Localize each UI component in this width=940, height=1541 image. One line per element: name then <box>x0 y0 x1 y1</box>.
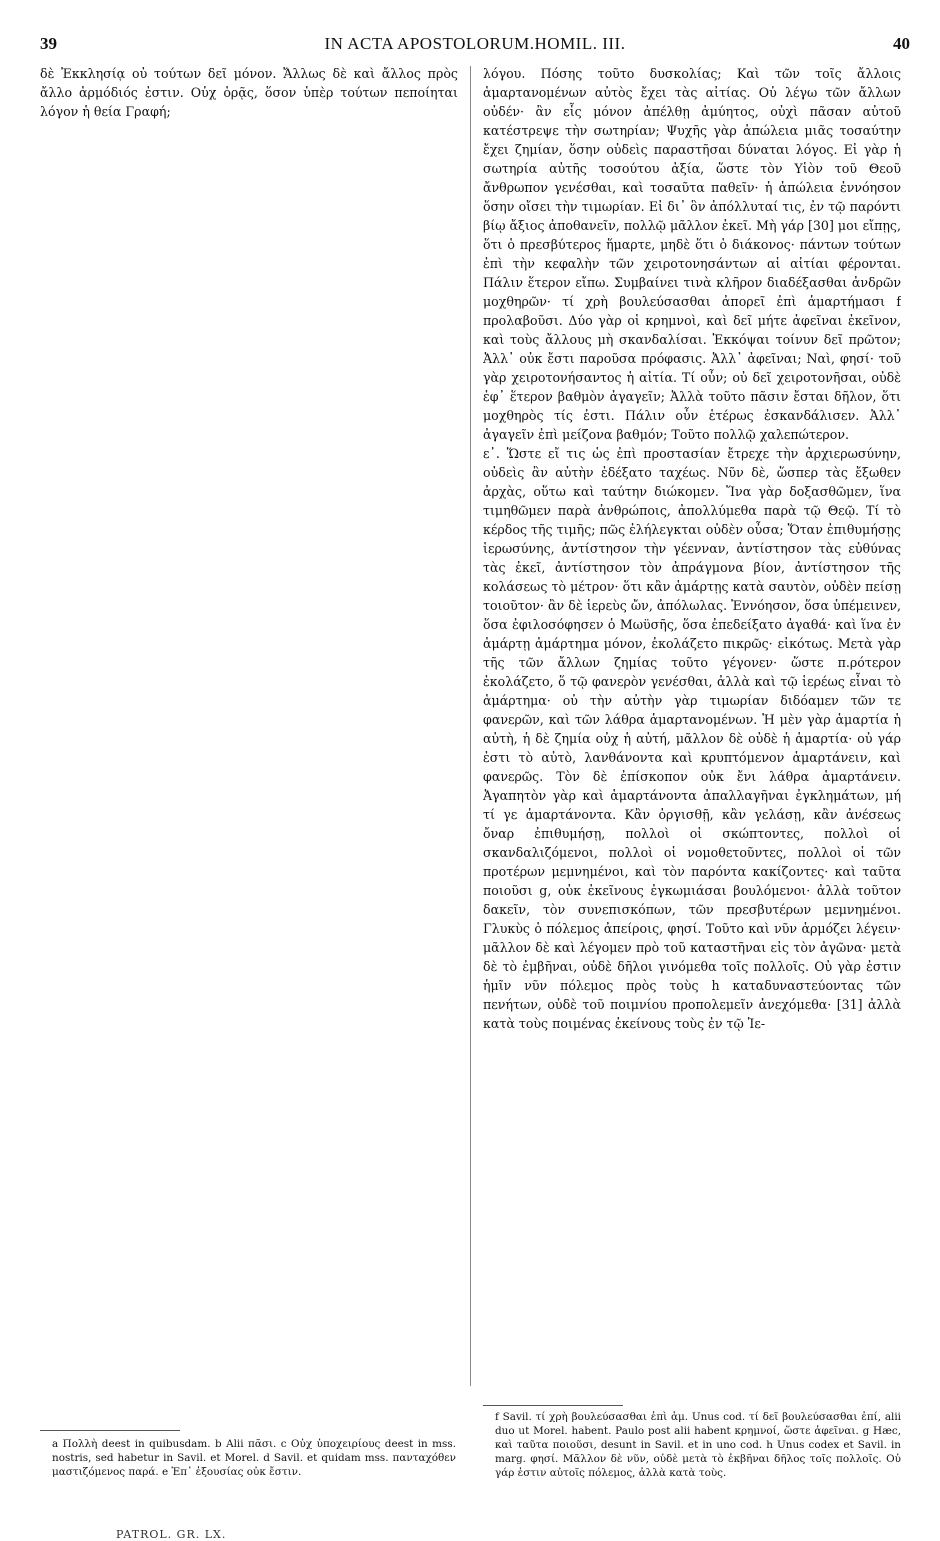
footnote-rule <box>483 1405 623 1406</box>
footnote-rule <box>40 1430 180 1431</box>
running-header <box>40 34 910 56</box>
right-paragraph: ε᾽. Ὥστε εἴ τις ὡς ἐπὶ προστασίαν ἔτρεχε τὴν ἀρχιερωσύνην, οὐδεὶς ἂν αὐτὴν ἐδέξατο ταχέως. Νῦν δὲ, ὥσπερ τὰς ἔξωθεν ἀρχὰς, οὕτω καὶ ταύτην διώκομεν. Ἵνα γὰρ δοξασθῶμεν, ἵνα τιμηθῶμεν παρὰ ἀνθρώποις, ἀπολλύμεθα παρὰ τῷ Θεῷ. Τί τὸ κέρδος τῆς τιμῆς; πῶς ἐλήλεγκται οὐδὲν οὖσα; Ὅταν ἐπιθυμήσῃς ἱερωσύνης, ἀντίστησον τὴν γέενναν, ἀντίστησον τὰς εὐθύνας τὰς ἐκεῖ, ἀντίστησον τὸν ἀπράγμονα βίον, ἀντίστησον τῆς κολάσεως τὸ μέτρον· ὅτι κἂν ἁμάρτῃς κατὰ σαυτὸν, οὐδὲν πείσῃ τοιοῦτον· ἂν δὲ ἱερεὺς ὤν, ἀπόλωλας. Ἐννόησον, ὅσα ὑπέμεινεν, ὅσα ἐφιλοσόφησεν ὁ Μωϋσῆς, ὅσα ἐπεδείξατο ἀγαθά· καὶ ἵνα ἐν ἁμάρτῃ ἁμάρτημα μόνον, ἐκολάζετο πικρῶς· εἰκότως. Μετὰ γὰρ τῆς τῶν ἄλλων ζημίας τοῦτο γέγονεν· ὥστε π.ρότερον ἐκολάζετο, ὅ τῷ φανερὸν γενέσθαι, ἀλλὰ καὶ τῷ ἱερέως εἶναι τὸ ἁμάρτημα· οὐ τὴν αὐτὴν γὰρ τιμωρίαν διδόαμεν τῶν τε φανερῶν, καὶ τῶν λάθρα ἁμαρτανομένων. Ἡ μὲν γὰρ ἁμαρτία ἡ αὐτὴ, ἡ δὲ ζημία οὐχ ἡ αὐτή, μᾶλλον δὲ οὐδὲ ἡ ἁμαρτία· οὐ γάρ ἐστι τὸ αὐτὸ, λανθάνοντα καὶ κρυπτόμενον ἁμαρτάνειν, καὶ φανερῶς. Τὸν δὲ ἐπίσκοπον οὐκ ἔνι λάθρα ἁμαρτάνειν. Ἀγαπητὸν γὰρ καὶ ἁμαρτάνοντα ἀπαλλαγῆναι ἐγκλημάτων, μή τί γε ἁμαρτάνοντα. Κἂν ὀργισθῇ, κἂν γελάσῃ, κἂν ἀνέσεως ὄναρ ἐπιθυμήσῃ, πολλοὶ οἱ σκώπτοντες, πολλοὶ οἱ σκανδαλιζόμενοι, πολλοὶ οἱ νομοθετοῦντες, πολλοὶ οἱ τῶν προτέρων μεμνημένοι, καὶ τὸν παρόντα κακίζοντες· καὶ ταῦτα ποιοῦσι g, οὐκ ἐκεῖνους ἐγκωμιάσαι βουλόμενοι· ἀλλὰ τοῦτον δακεῖν, τὸν συνεπισκόπων, τῶν πρεσβυτέρων μεμνημένοι. Γλυκὺς ὁ πόλεμος ἀπείροις, φησί. Τοῦτο καὶ νῦν ἁρμόζει λέγειν· μᾶλλον δὲ καὶ λέγομεν πρὸ τοῦ καταστῆναι εἰς τὸν ἀγῶνα· μετὰ δὲ τὸ ἐμβῆναι, οὐδὲ δῆλοι γινόμεθα τοῖς πολλοῖς. Οὐ γὰρ ἐστιν ἡμῖν νῦν πόλεμος πρὸς τοὺς h καταδυναστεύοντας τῶν πενήτων, οὐδὲ τοῦ ποιμνίου προπολεμεῖν ἀνεχόμεθα· [31] ἀλλὰ κατὰ τοὺς ποιμένας ἐκείνους τοὺς ἐν τῷ Ἰε- <box>483 446 901 1031</box>
running-title: IN ACTA APOSTOLORUM.HOMIL. III. <box>324 34 626 53</box>
right-paragraph: λόγου. Πόσης τοῦτο δυσκολίας; Καὶ τῶν τοῖς ἄλλοις ἁμαρτανομένων αὐτὸς ἔχει τὰς αἰτίας. Οὐ λέγω τῶν ἄλλων οὐδέν· ἂν εἷς μόνον ἀπέλθῃ ἀμύητος, οὐχὶ πᾶσαν αὐτοῦ κατέστρεψε τὴν σωτηρίαν; Ψυχῆς γὰρ ἀπώλεια μιᾶς τοσαύτην ἔχει ζημίαν, ὅσην οὐδεὶς παραστῆσαι δύναται λόγος. Εἰ γὰρ ἡ σωτηρία αὐτῆς τοσούτου ἀξία, ὥστε τὸν Υἱὸν τοῦ Θεοῦ ἄνθρωπον γενέσθαι, καὶ τοσαῦτα παθεῖν· ἡ ἀπώλεια ἐννόησον ὅσην οἴσει τὴν τιμωρίαν. Εἰ δι᾽ ὃν ἀπόλλυταί τις, ἐν τῷ παρόντι βίῳ ἄξιος ἀποθανεῖν, πολλῷ μᾶλλον ἐκεῖ. Μὴ γάρ [30] μοι εἴπῃς, ὅτι ὁ πρεσβύτερος ἥμαρτε, μηδὲ ὅτι ὁ διάκονος· πάντων τούτων ἐπὶ τὴν κεφαλὴν τῶν χειροτονησάντων αἱ αἰτίαι φέρονται. Πάλιν ἕτερον εἴπω. Συμβαίνει τινὰ κλῆρον διαδέξασθαι ἀνδρῶν μοχθηρῶν· τί χρὴ βουλεύσασθαι ἀπορεῖ ἐπὶ ἁμαρτήμασι f προλαβοῦσι. Δύο γὰρ οἱ κρημνοὶ, καὶ δεῖ μήτε ἀφεῖναι ἐκεῖνον, καὶ τοὺς ἄλλους μὴ σκανδαλίσαι. Ἐκκόψαι τοίνυν δεῖ πρῶτον; Ἀλλ᾽ οὐκ ἔστι παροῦσα πρόφασις. Ἀλλ᾽ ἀφεῖναι; Ναὶ, φησί· τοῦ γὰρ χειροτονήσαντος ἡ αἰτία. Τί οὖν; οὐ δεῖ χειροτονῆσαι, οὐδὲ ἐφ᾽ ἕτερον βαθμὸν ἀγαγεῖν; Ἀλλὰ τοῦτο πᾶσιν ἔσται δῆλον, ὅτι μοχθηρὸς τίς ἐστι. Πάλιν οὖν ἑτέρως ἐσκανδάλισεν. Ἀλλ᾽ ἀγαγεῖν ἐπὶ μείζονα βαθμόν; Τοῦτο πολλῷ χαλεπώτερον. <box>483 66 901 442</box>
footnotes-left: a Πολλὴ deest in quibusdam. b Alii πᾶσι. c Οὐχ ὑποχειρίους deest in mss. nostris, sed habetur in Savil. et Morel. d Savil. et quidam mss. πανταχόθεν μαστιζόμενος παρά. e Ἐπ᾽ ἐξουσίας οὐκ ἔστιν. <box>52 1438 456 1478</box>
page-number-right: 40 <box>893 34 910 53</box>
left-paragraph: δὲ Ἐκκλησίᾳ οὐ τούτων δεῖ μόνον. Ἄλλως δὲ καὶ ἄλλος πρὸς ἄλλο ἁρμόδιός ἐστιν. Οὐχ ὁρᾷς, ὅσον ὑπὲρ τούτων πεποίηται λόγον ἡ θεία Γραφή; <box>40 66 458 119</box>
right-column <box>483 64 901 1354</box>
signature-mark: PATROL. GR. LX. <box>116 1528 227 1541</box>
column-divider <box>470 66 471 1386</box>
left-column <box>40 64 458 1402</box>
footnotes-right: f Savil. τί χρὴ βουλεύσασθαι ἐπὶ ἁμ. Unus cod. τί δεῖ βουλεύσασθαι ἐπί, alii duo ut Morel. habent. Paulo post alii habent κρημνοί, ὥστε ἀφεῖναι. g Hæc, καὶ ταῦτα ποιοῦσι, desunt in Savil. et in uno cod. h Unus codex et Savil. in marg. φησί. Μᾶλλον δὲ νῦν, οὐδὲ μετὰ τὸ ἐκβῆναι δῆλος τοῖς πολλοῖς. Οὐ γάρ ἐστιν αὐτοῖς πόλεμος, ἀλλὰ κατὰ τοὺς. <box>495 1411 901 1479</box>
page-number-left: 39 <box>40 34 57 53</box>
